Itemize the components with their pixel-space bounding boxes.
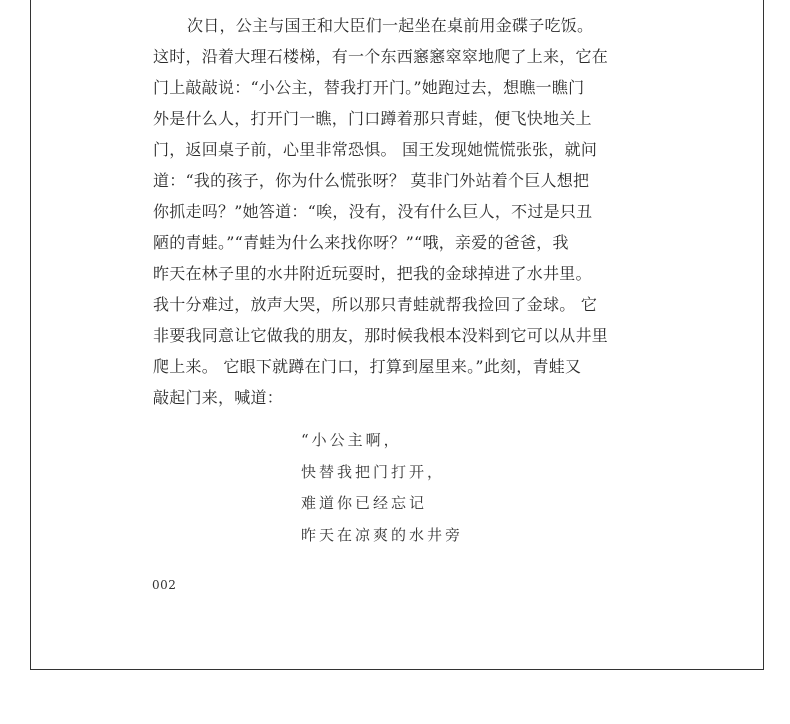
text-line: 次日，公主与国王和大臣们一起坐在桌前用金碟子吃饭。	[187, 16, 594, 35]
text-line: 这时，沿着大理石楼梯，有一个东西窸窸窣窣地爬了上来，它在	[153, 47, 609, 66]
poem-line: 昨天在凉爽的水井旁	[301, 525, 464, 544]
text-line: 门，返回桌子前，心里非常恐惧。 国王发现她慌慌张张，就问	[153, 140, 598, 159]
text-line: 你抓走吗？”她答道：“唉，没有，没有什么巨人，不过是只丑	[153, 202, 593, 221]
page-number: 002	[152, 578, 177, 592]
text-line: 陋的青蛙。”“青蛙为什么来找你呀？”“哦，亲爱的爸爸，我	[153, 233, 569, 252]
poem-line: 难道你已经忘记	[301, 494, 428, 512]
text-line: 非要我同意让它做我的朋友，那时候我根本没料到它可以从井里	[153, 326, 609, 345]
text-line: 门上敲敲说：“小公主，替我打开门。”她跑过去，想瞧一瞧门	[153, 78, 585, 97]
text-line: 外是什么人，打开门一瞧，门口蹲着那只青蛙，便飞快地关上	[153, 109, 592, 128]
text-line: 爬上来。 它眼下就蹲在门口，打算到屋里来。”此刻，青蛙又	[153, 357, 582, 376]
poem-line: 快替我把门打开，	[301, 462, 446, 481]
text-line: 我十分难过，放声大哭，所以那只青蛙就帮我捡回了金球。 它	[153, 295, 598, 314]
text-line: 道：“我的孩子，你为什么慌张呀？ 莫非门外站着个巨人想把	[153, 171, 590, 190]
poem-verse	[301, 425, 463, 551]
text-line: 昨天在林子里的水井附近玩耍时，把我的金球掉进了水井里。	[153, 264, 592, 283]
story-paragraph	[153, 10, 641, 413]
text-line: 敲起门来，喊道：	[153, 388, 284, 407]
poem-line: “小公主啊，	[301, 431, 402, 449]
